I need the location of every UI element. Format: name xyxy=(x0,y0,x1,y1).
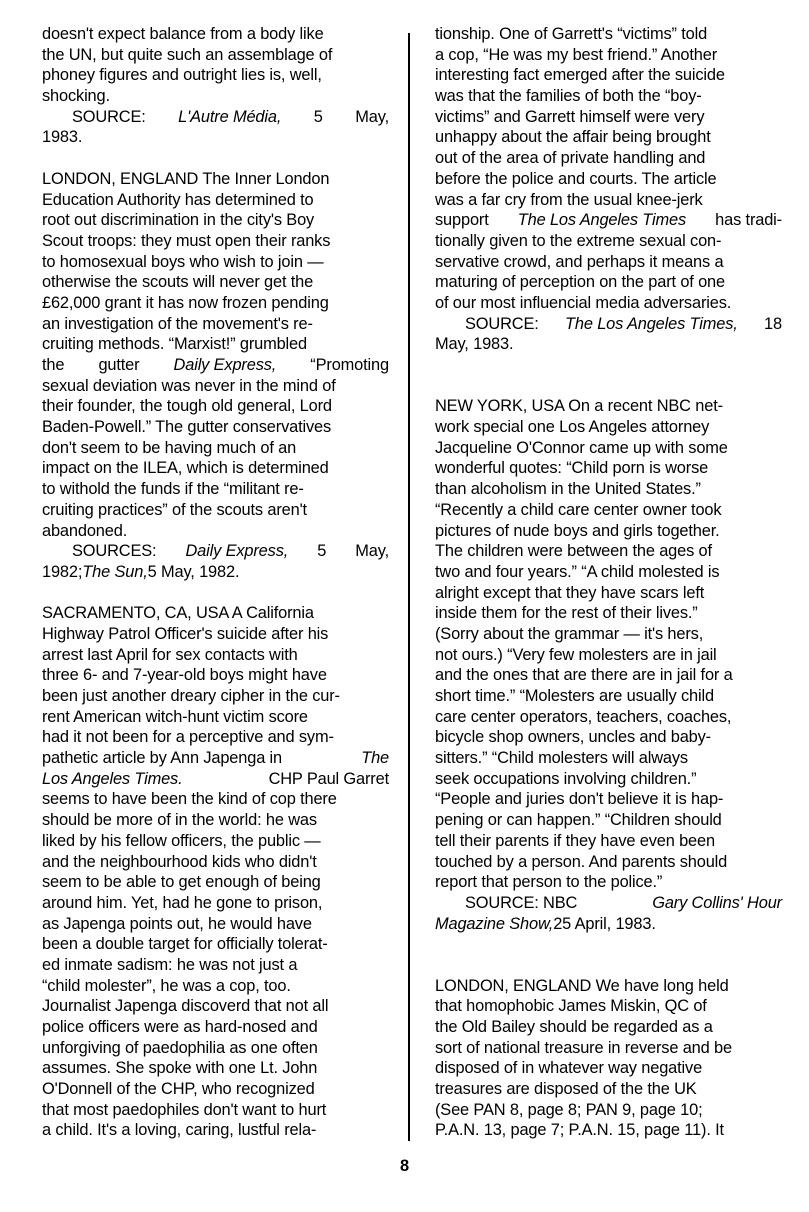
text-line xyxy=(435,769,782,790)
text-run: “child molester”, he was a cop, too. xyxy=(42,976,291,995)
text-line xyxy=(435,438,782,459)
text-run: 5 May, 1982. xyxy=(147,562,240,581)
text-line xyxy=(42,748,389,769)
text-line xyxy=(435,872,782,893)
text-line xyxy=(42,831,389,852)
text-line xyxy=(42,789,389,810)
text-run: shocking. xyxy=(42,87,110,106)
text-line xyxy=(42,769,389,790)
text-line xyxy=(435,810,782,831)
text-line xyxy=(42,914,389,935)
italic-title: L'Autre Média, xyxy=(178,107,282,126)
text-run: arrest last April for sex contacts with xyxy=(42,645,298,664)
text-run: report that person to the police.” xyxy=(435,873,663,892)
text-line xyxy=(435,727,782,748)
page-number: 8 xyxy=(399,1157,410,1175)
text-run: doesn't expect balance from a body like xyxy=(42,25,324,43)
text-run: wonderful quotes: “Child porn is worse xyxy=(435,459,709,478)
text-run: before the police and courts. The article xyxy=(435,169,717,188)
text-line xyxy=(72,541,389,562)
text-run: been just another dreary cipher in the cur- xyxy=(42,687,340,705)
text-line xyxy=(42,810,389,831)
text-run: the Old Bailey should be regarded as a xyxy=(435,1018,713,1037)
text-line xyxy=(435,1017,782,1038)
text-run: pening or can happen.” “Children should xyxy=(435,811,722,830)
text-run: maturing of perception on the part of one xyxy=(435,273,725,292)
text-line xyxy=(435,252,782,273)
text-line xyxy=(435,272,782,293)
text-run: root out discrimination in the city's Boy xyxy=(42,211,315,230)
text-run: servative crowd, and perhaps it means a xyxy=(435,252,724,271)
text-line xyxy=(42,376,389,397)
text-line xyxy=(42,210,389,231)
text-line xyxy=(435,1038,782,1059)
text-line xyxy=(435,976,782,997)
text-run: otherwise the scouts will never get the xyxy=(42,273,314,292)
text-run: LONDON, ENGLAND We have long held xyxy=(435,976,729,995)
text-line xyxy=(42,1100,389,1121)
text-line xyxy=(42,458,389,479)
text-run: rent American witch-hunt victim score xyxy=(42,707,308,726)
text-run: May, 1983. xyxy=(435,335,514,354)
text-run: around him. Yet, had he gone to prison, xyxy=(42,893,323,912)
text-line xyxy=(42,272,389,293)
text-line xyxy=(435,624,782,645)
text-run: “People and juries don't believe it is hap- xyxy=(435,790,724,809)
text-run: been a double target for officially tolerat- xyxy=(42,935,328,954)
text-run: impact on the ILEA, which is determined xyxy=(42,459,329,478)
text-run: three 6- and 7-year-old boys might have xyxy=(42,666,327,685)
text-line xyxy=(42,355,389,376)
text-run: “Promoting xyxy=(310,356,389,374)
text-run: NEW YORK, USA On a recent NBC net- xyxy=(435,397,723,416)
text-run: a cop, “He was my best friend.” Another xyxy=(435,45,718,64)
text-line xyxy=(435,1058,782,1079)
text-line xyxy=(435,521,782,542)
text-line xyxy=(42,1079,389,1100)
text-line xyxy=(42,624,389,645)
italic-title: The xyxy=(361,749,389,768)
text-run: (Sorry about the grammar — it's hers, xyxy=(435,624,704,643)
text-run: £62,000 grant it has now frozen pending xyxy=(42,293,329,312)
text-line xyxy=(42,314,389,335)
article-sacramento-chp-officer-suicide xyxy=(42,603,389,1141)
text-line xyxy=(435,914,782,935)
text-run: to homosexual boys who wish to join — xyxy=(42,252,324,271)
text-line xyxy=(42,1038,389,1059)
text-line xyxy=(435,583,782,604)
column-divider-rule xyxy=(408,33,410,1141)
text-run: inside them for the rest of their lives.” xyxy=(435,604,698,623)
text-line xyxy=(435,190,782,211)
text-run: Baden-Powell.” The gutter conservatives xyxy=(42,418,332,437)
text-line xyxy=(435,541,782,562)
text-line xyxy=(42,665,389,686)
text-line xyxy=(435,169,782,190)
text-run: of our most influencial media adversaries. xyxy=(435,293,732,312)
text-run: bicycle shop owners, uncles and baby- xyxy=(435,728,711,747)
text-run: sitters.” “Child molesters will always xyxy=(435,749,688,768)
text-run: work special one Los Angeles attorney xyxy=(435,418,710,437)
text-line xyxy=(42,293,389,314)
text-line xyxy=(42,955,389,976)
text-run: May, xyxy=(355,542,389,561)
text-run: victims” and Garrett himself were very xyxy=(435,107,705,126)
text-line xyxy=(435,479,782,500)
text-run: don't seem to be having much of an xyxy=(42,438,297,457)
article-london-ilea-boy-scouts xyxy=(42,169,389,583)
text-run: Journalist Japenga discoverd that not all xyxy=(42,997,329,1016)
text-line xyxy=(465,893,782,914)
text-run: 5 xyxy=(317,542,327,561)
text-run: ed inmate sadism: he was not just a xyxy=(42,955,298,974)
text-run: 1983. xyxy=(42,128,83,147)
text-run: out of the area of private handling and xyxy=(435,149,706,168)
text-run: (See PAN 8, page 8; PAN 9, page 10; xyxy=(435,1100,703,1119)
text-line xyxy=(42,334,389,355)
text-run: SOURCE: NBC xyxy=(465,893,578,912)
text-line xyxy=(72,107,389,128)
text-line xyxy=(435,562,782,583)
text-line xyxy=(42,852,389,873)
text-run: SOURCE: xyxy=(72,107,146,126)
article-un-balance-continuation xyxy=(42,24,389,148)
text-run: the xyxy=(42,356,65,374)
text-run: seek occupations involving children.” xyxy=(435,769,697,788)
text-run: gutter xyxy=(98,356,140,374)
article-sacramento-continuation xyxy=(435,24,782,355)
italic-title: Los Angeles Times. xyxy=(42,769,183,788)
text-line xyxy=(435,45,782,66)
text-line xyxy=(435,396,782,417)
text-run: SACRAMENTO, CA, USA A California xyxy=(42,604,314,623)
text-line xyxy=(42,893,389,914)
text-run: touched by a person. And parents should xyxy=(435,852,728,871)
text-line xyxy=(435,996,782,1017)
text-line xyxy=(42,190,389,211)
paragraph-gap xyxy=(435,355,782,396)
text-line xyxy=(42,417,389,438)
italic-title: Daily Express, xyxy=(173,356,277,374)
text-run: assumes. She spoke with one Lt. John xyxy=(42,1059,318,1078)
text-line xyxy=(42,169,389,190)
text-run: and the ones that are there are in jail for a xyxy=(435,666,733,685)
text-run: Jacqueline O'Connor came up with some xyxy=(435,438,728,457)
text-run: liked by his fellow officers, the public — xyxy=(42,831,321,850)
text-run: a child. It's a loving, caring, lustful rela- xyxy=(42,1121,317,1140)
text-line xyxy=(42,562,389,583)
text-run: unforgiving of paedophilia as one often xyxy=(42,1038,318,1057)
text-line xyxy=(435,1120,782,1141)
text-run: tionship. One of Garrett's “victims” told xyxy=(435,25,708,43)
text-run: to withold the funds if the “militant re- xyxy=(42,480,304,499)
text-run: than alcoholism in the United States.” xyxy=(435,480,701,499)
text-line xyxy=(42,396,389,417)
text-run: and the neighbourhood kids who didn't xyxy=(42,852,317,871)
text-line xyxy=(42,707,389,728)
text-run: that most paedophiles don't want to hurt xyxy=(42,1100,327,1119)
text-line xyxy=(42,45,389,66)
text-run: Education Authority has determined to xyxy=(42,190,314,209)
text-run: 1982; xyxy=(42,562,83,581)
text-line xyxy=(435,148,782,169)
text-run: seems to have been the kind of cop there xyxy=(42,790,337,809)
text-line xyxy=(435,789,782,810)
paragraph-gap xyxy=(42,583,389,604)
text-run: as Japenga points out, he would have xyxy=(42,914,312,933)
text-line xyxy=(42,976,389,997)
text-run: the UN, but quite such an assemblage of xyxy=(42,45,333,64)
text-run: O'Donnell of the CHP, who recognized xyxy=(42,1080,315,1099)
text-line xyxy=(465,314,782,335)
text-column-left xyxy=(42,24,389,1141)
article-london-james-miskin xyxy=(435,976,782,1142)
text-run: not ours.) “Very few molesters are in jail xyxy=(435,645,717,664)
italic-title: The Los Angeles Times xyxy=(517,211,687,230)
text-run: interesting fact emerged after the suicide xyxy=(435,66,725,85)
text-line xyxy=(42,872,389,893)
text-line xyxy=(435,86,782,107)
text-run: disposed of in whatever way negative xyxy=(435,1059,703,1078)
article-new-york-nbc-attorney-quotes xyxy=(435,396,782,934)
text-run: LONDON, ENGLAND The Inner London xyxy=(42,169,330,188)
text-run: pathetic article by Ann Japenga in xyxy=(42,749,283,768)
text-column-right xyxy=(435,24,782,1141)
text-line xyxy=(435,686,782,707)
text-run: May, xyxy=(355,107,389,126)
text-run: sexual deviation was never in the mind of xyxy=(42,376,336,395)
text-line xyxy=(435,231,782,252)
text-run: two and four years.” “A child molested is xyxy=(435,562,720,581)
text-line xyxy=(435,748,782,769)
text-line xyxy=(435,458,782,479)
text-run: has tradi- xyxy=(715,211,782,230)
text-run: 25 April, 1983. xyxy=(553,914,656,933)
text-run: an investigation of the movement's re- xyxy=(42,314,313,333)
text-line xyxy=(435,127,782,148)
text-line xyxy=(435,665,782,686)
text-run: treasures are disposed of the the UK xyxy=(435,1080,697,1099)
text-line xyxy=(435,1079,782,1100)
text-run: cruiting methods. “Marxist!” grumbled xyxy=(42,335,307,354)
text-run: sort of national treasure in reverse and be xyxy=(435,1038,732,1057)
text-line xyxy=(435,645,782,666)
text-run: was a far cry from the usual knee-jerk xyxy=(435,190,703,209)
text-line xyxy=(42,24,389,45)
text-line xyxy=(42,686,389,707)
text-line xyxy=(435,107,782,128)
text-run: police officers were as hard-nosed and xyxy=(42,1018,318,1036)
text-line xyxy=(435,24,782,45)
text-line xyxy=(435,707,782,728)
text-run: should be more of in the world: he was xyxy=(42,811,317,830)
text-run: seem to be able to get enough of being xyxy=(42,873,321,892)
text-line xyxy=(435,210,782,231)
text-line xyxy=(42,727,389,748)
text-run: unhappy about the affair being brought xyxy=(435,128,711,147)
text-line xyxy=(42,479,389,500)
text-run: that homophobic James Miskin, QC of xyxy=(435,997,707,1016)
italic-title: Daily Express, xyxy=(185,542,289,561)
italic-title: The Los Angeles Times, xyxy=(565,314,738,333)
text-run: CHP Paul Garret xyxy=(268,769,389,788)
text-line xyxy=(42,438,389,459)
text-run: 5 xyxy=(313,107,323,126)
text-run: care center operators, teachers, coaches, xyxy=(435,707,732,726)
text-run: cruiting practices” of the scouts aren't xyxy=(42,500,307,519)
paragraph-gap xyxy=(435,934,782,975)
text-run: tell their parents if they have even been xyxy=(435,831,715,850)
paragraph-gap xyxy=(42,148,389,169)
text-line xyxy=(42,65,389,86)
text-run: was that the families of both the “boy- xyxy=(435,87,702,106)
text-run: SOURCE: xyxy=(465,314,539,333)
text-line xyxy=(42,252,389,273)
text-line xyxy=(435,831,782,852)
text-line xyxy=(435,417,782,438)
text-line xyxy=(435,852,782,873)
text-run: 18 xyxy=(764,314,782,333)
text-run: phoney figures and outright lies is, well, xyxy=(42,66,322,85)
text-line xyxy=(435,1100,782,1121)
text-line xyxy=(42,1058,389,1079)
text-run: pictures of nude boys and girls together. xyxy=(435,521,720,540)
text-line xyxy=(435,293,782,314)
text-line xyxy=(42,500,389,521)
text-run: SOURCES: xyxy=(72,542,157,561)
text-line xyxy=(42,231,389,252)
text-line xyxy=(42,934,389,955)
text-run: The children were between the ages of xyxy=(435,542,712,561)
text-run: Scout troops: they must open their ranks xyxy=(42,231,331,250)
text-line xyxy=(435,65,782,86)
text-line xyxy=(435,603,782,624)
text-run: “Recently a child care center owner took xyxy=(435,500,722,519)
italic-title: Gary Collins' Hour xyxy=(652,893,782,912)
text-line xyxy=(42,603,389,624)
text-run: abandoned. xyxy=(42,521,128,540)
italic-title: The Sun, xyxy=(82,562,148,581)
text-run: support xyxy=(435,211,489,230)
text-line xyxy=(42,645,389,666)
text-run: Highway Patrol Officer's suicide after his xyxy=(42,624,329,643)
text-line xyxy=(42,86,389,107)
text-run: alright except that they have scars left xyxy=(435,583,705,602)
text-run: their founder, the tough old general, Lord xyxy=(42,397,332,416)
text-line xyxy=(435,500,782,521)
text-line xyxy=(42,1120,389,1141)
text-line xyxy=(42,1017,389,1038)
text-run: short time.” “Molesters are usually child xyxy=(435,687,714,706)
text-run: had it not been for a perceptive and sym- xyxy=(42,728,334,747)
text-line xyxy=(42,521,389,542)
italic-title: Magazine Show, xyxy=(435,914,554,933)
text-run: tionally given to the extreme sexual con- xyxy=(435,231,722,250)
text-line xyxy=(435,334,782,355)
text-run: P.A.N. 13, page 7; P.A.N. 15, page 11). It xyxy=(435,1121,724,1140)
text-line xyxy=(42,996,389,1017)
text-line xyxy=(42,127,389,148)
